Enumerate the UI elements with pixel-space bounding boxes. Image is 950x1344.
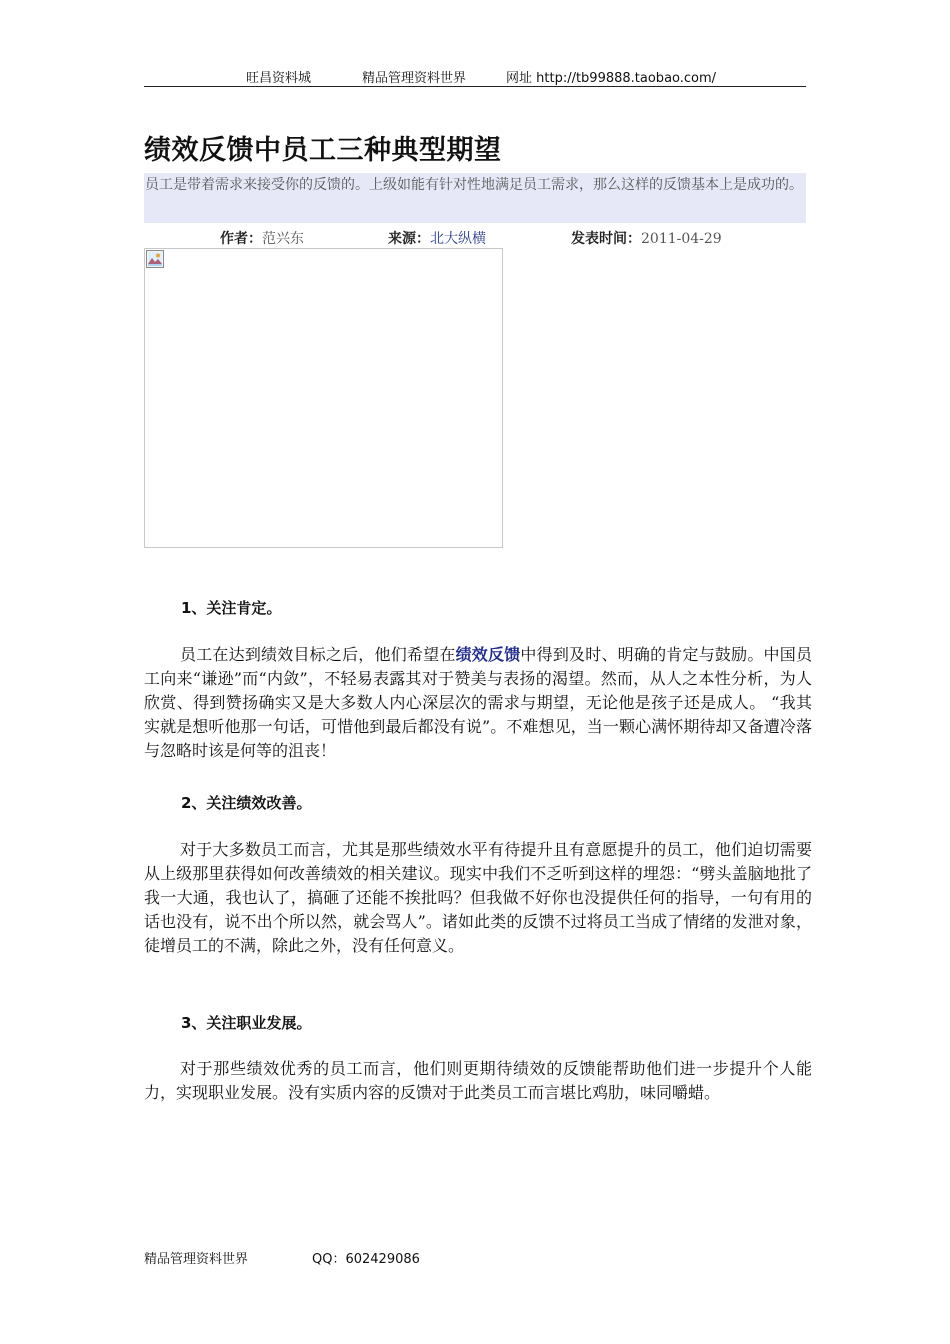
- header-shop-name: 旺昌资料城: [246, 71, 312, 86]
- author-info: [220, 228, 304, 248]
- article-title: 绩效反馈中员工三种典型期望: [144, 135, 502, 166]
- broken-image-icon: [146, 250, 164, 268]
- page-footer: [144, 1248, 420, 1267]
- footer-site-name: 精品管理资料世界: [144, 1252, 249, 1267]
- header-site-name: 精品管理资料世界: [362, 71, 467, 86]
- source-link[interactable]: 北大纵横: [430, 231, 486, 247]
- date-label: 发表时间：: [571, 231, 641, 247]
- section-heading-1: 1、关注肯定。: [181, 599, 282, 617]
- article-meta: [144, 226, 806, 248]
- footer-qq: QQ：602429086: [312, 1252, 420, 1267]
- date-info: [571, 228, 722, 248]
- author-name: 范兴东: [262, 231, 304, 247]
- summary-text: 员工是带着需求来接受你的反馈的。上级如能有针对性地满足员工需求，那么这样的反馈基本上是成功的。: [145, 177, 803, 193]
- page-header: [144, 60, 806, 87]
- source-info: [388, 228, 486, 248]
- article-summary: [144, 173, 806, 223]
- section-heading-2: 2、关注绩效改善。: [181, 794, 312, 812]
- section-paragraph-1: [144, 643, 812, 763]
- section-paragraph-3: 对于那些绩效优秀的员工而言，他们则更期待绩效的反馈能帮助他们进一步提升个人能力，实现职业发展。没有实质内容的反馈对于此类员工而言堪比鸡肋，味同嚼蜡。: [144, 1059, 812, 1102]
- author-label: 作者：: [220, 231, 262, 247]
- section-heading-3: 3、关注职业发展。: [181, 1014, 312, 1032]
- article-image-placeholder: [144, 248, 503, 548]
- header-url[interactable]: 网址 http://tb99888.taobao.com/: [506, 71, 717, 86]
- source-label: 来源：: [388, 231, 430, 247]
- paragraph-text: 中得到及时、明确的肯定与鼓励。中国员工向来“谦逊”而“内敛”，不轻易表露其对于赞美与表扬的渴望。然而，从人之本性分析，为人欣赏、得到赞扬确实又是大多数人内心深层次的需求与期望，无论他是孩子还是成人。 “我其实就是想听他那一句话，可惜他到最后都没有说”。不难想见，当一颗心满怀期待却又备遭冷落与忽略时该是何等的沮丧！: [144, 645, 812, 760]
- keyword-link[interactable]: 绩效反馈: [455, 645, 521, 664]
- section-paragraph-2: 对于大多数员工而言，尤其是那些绩效水平有待提升且有意愿提升的员工，他们迫切需要从上级那里获得如何改善绩效的相关建议。现实中我们不乏听到这样的埋怨：“劈头盖脑地批了我一大通，我也认了，搞砸了还能不挨批吗？但我做不好你也没提供任何的指导，一句有用的话也没有，说不出个所以然，就会骂人”。诸如此类的反馈不过将员工当成了情绪的发泄对象，徒增员工的不满，除此之外，没有任何意义。: [144, 840, 812, 955]
- publish-date: 2011-04-29: [641, 231, 722, 247]
- paragraph-text: 员工在达到绩效目标之后，他们希望在: [180, 645, 456, 664]
